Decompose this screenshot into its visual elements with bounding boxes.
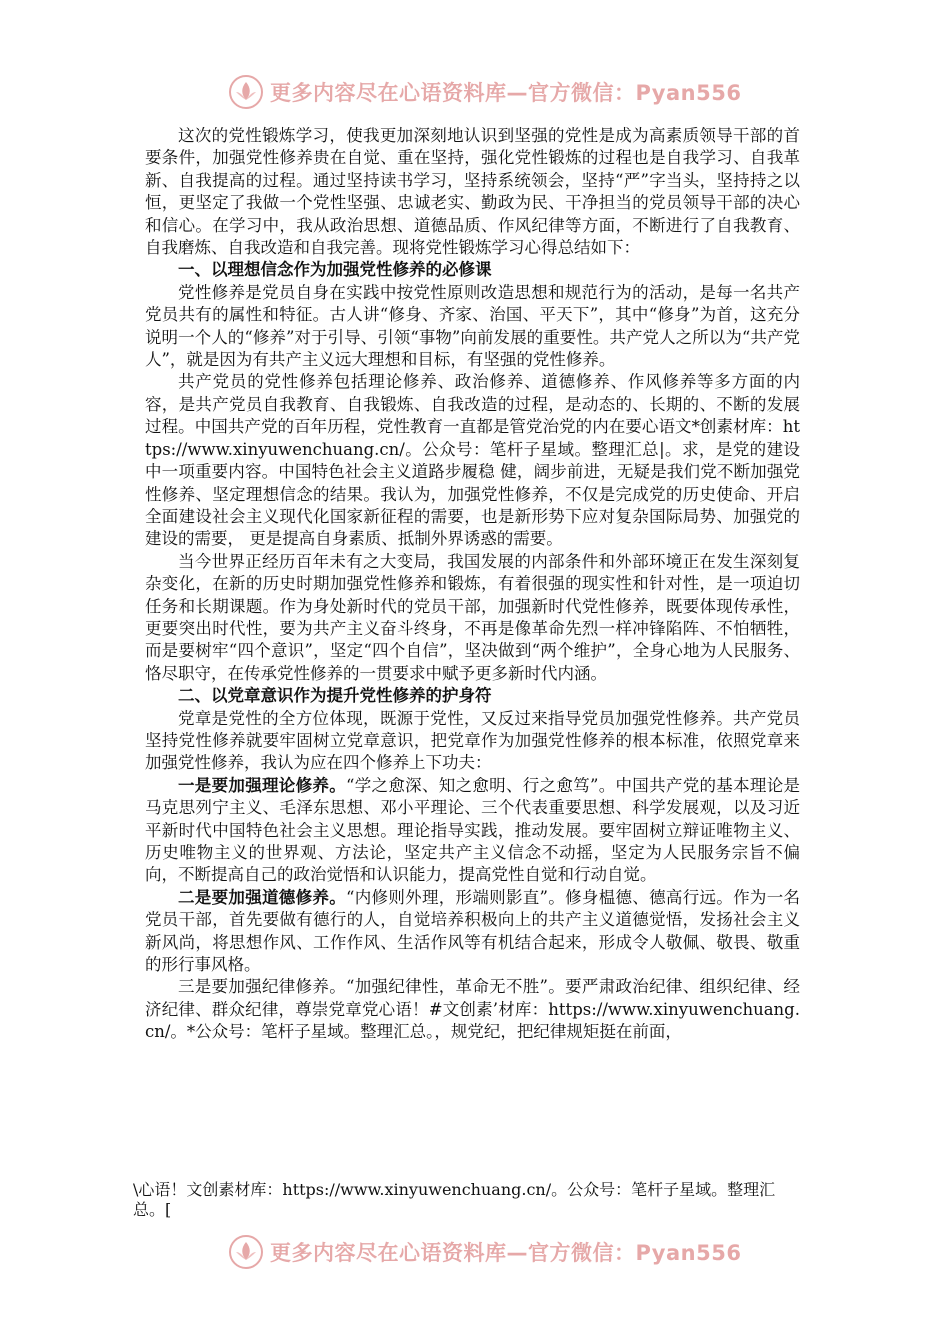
section2-heading: 二、以党章意识作为提升党性修养的护身符 [178, 686, 492, 706]
theory-lead: 一是要加强理论修养。 [178, 775, 347, 795]
morality-text: “内修则外理，形端则影直”。修身榅德、德高行远。作为一名党员干部，首先要做有德行的人，自觉培养积极向上的共产主义道德觉悟，发扬社会主义新风尚，将思想作风、工作作风、生活作风等有机结合起来，形成令人敬佩、敬畏、敬重的形行事风格。 [145, 887, 801, 975]
section2-paragraph-4: 三是要加强纪律修养。“加强纪律性，革命无不胜”。要严肃政治纪律、组织纪律、经济纪律、群众纪律，尊崇党章党心语！#文创素’材库：https://www.xinyuwenchuang.cn/。*公众号：笔杆子星域。整理汇总。，规党纪，把纪律规矩挺在前面， [145, 977, 800, 1042]
watermark-text: 更多内容尽在心语资料库—官方微信：Pyan556 [270, 1241, 742, 1265]
watermark-footer [228, 1232, 748, 1272]
watermark-text: 更多内容尽在心语资料库—官方微信：Pyan556 [270, 81, 742, 105]
lotus-seal-icon [228, 1234, 264, 1270]
section1-paragraph-3: 当今世界正经历百年未有之大变局，我国发展的内部条件和外部环境正在发生深刻复杂变化，在新的历史时期加强党性修养和锻炼，有着很强的现实性和针对性，是一项迫切任务和长期课题。作为身处新时代的党员干部，加强新时代党性修养，既要体现传承性，更要突出时代性，要为共产主义奋斗终身，不再是像革命先烈一样冲锋陷阵、不怕牺牲，而是要树牢“四个意识”，坚定“四个自信”，坚决做到“两个维护”，全身心地为人民服务、恪尽职守，在传承党性修养的一贯要求中赋予更多新时代内涵。 [145, 551, 800, 683]
lotus-seal-icon [228, 74, 264, 110]
section2-paragraph-1: 党章是党性的全方位体现，既源于党性，又反过来指导党员加强党性修养。共产党员坚持党性修养就要牢固树立党章意识，把党章作为加强党性修养的根本标准，依照党章来加强党性修养，我认为应在四个修养上下功夫： [145, 708, 800, 773]
theory-text: “学之愈深、知之愈明、行之愈笃”。中国共产党的基本理论是马克思列宁主义、毛泽东思想、邓小平理论、三个代表重要思想、科学发展观，以及习近平新时代中国特色社会主义思想。理论指导实践，推动发展。要牢固树立辩证唯物主义、历史唯物主义的世界观、方法论，坚定共产主义信念不动摇，坚定为人民服务宗旨不偏向，不断提高自己的政治觉悟和认识能力，提高党性自觉和行动自觉。 [145, 775, 801, 885]
section2-paragraph-3 [145, 887, 800, 977]
watermark-header [228, 72, 748, 112]
document-body [145, 125, 800, 1044]
section1-paragraph-1: 党性修养是党员自身在实践中按党性原则改造思想和规范行为的活动，是每一名共产党员共有的属性和特征。古人讲“修身、齐家、治国、平天下”，其中“修身”为首，这充分说明一个人的“修养”对于引导、引领“事物”向前发展的重要性。共产党人之所以为“共产党人”，就是因为有共产主义远大理想和目标，有坚强的党性修养。 [145, 282, 800, 370]
section2-paragraph-2 [145, 775, 800, 887]
intro-paragraph: 这次的党性锻炼学习，使我更加深刻地认识到坚强的党性是成为高素质领导干部的首要条件，加强党性修养贵在自觉、重在坚持，强化党性锻炼的过程也是自我学习、自我革新、自我提高的过程。通过坚持读书学习，坚持系统领会，坚持“严”字当头，坚持持之以恒，更坚定了我做一个党性坚强、忠诚老实、勤政为民、干净担当的党员领导干部的决心和信心。在学习中，我从政治思想、道德品质、作风纪律等方面，不断进行了自我教育、自我磨炼、自我改造和自我完善。现将党性锻炼学习心得总结如下： [145, 126, 800, 258]
section1-heading: 一、以理想信念作为加强党性修养的必修课 [178, 260, 492, 280]
section1-paragraph-2: 共产党员的党性修养包括理论修养、政治修养、道德修养、作风修养等多方面的内容，是共产党员自我教育、自我锻炼、自我改造的过程，是动态的、长期的、不断的发展过程。中国共产党的百年历程，党性教育一直都是管党治党的内在要心语文*创素材库：https://www.xinyuwenchuang.cn/。公众号：笔杆子星域。整理汇总|。求，是党的建设中一项重要内容。中国特色社会主义道路步履稳 健，阔步前进，无疑是我们党不断加强党性修养、坚定理想信念的结果。我认为，加强党性修养，不仅是完成党的历史使命、开启全面建设社会主义现代化国家新征程的需要，也是新形势下应对复杂国际局势、加强党的建设的需要， 更是提高自身素质、抵制外界诱惑的需要。 [145, 372, 800, 549]
morality-lead: 二是要加强道德修养。 [178, 887, 347, 907]
tail-note: \心语！文创素材库：https://www.xinyuwenchuang.cn/。公众号：笔杆子星域。整理汇总。[ [133, 1180, 776, 1219]
